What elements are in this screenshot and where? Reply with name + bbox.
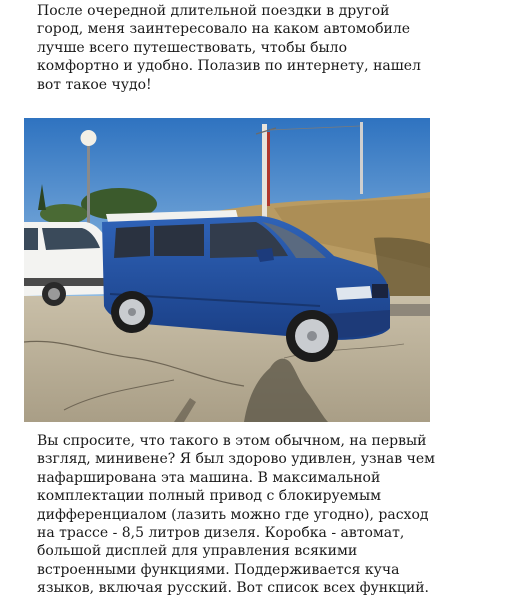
body-line: Вы спросите, что такого в этом обычном, на первый [37, 433, 427, 449]
photo-illustration [24, 118, 430, 422]
intro-line: лучше всего путешествовать, чтобы было [37, 39, 347, 56]
body-line: комплектации полный привод с блокируемым [37, 488, 381, 505]
intro-line: город, меня заинтересовало на каком автомобиле [37, 21, 411, 38]
body-line: на трассе - 8,5 литров дизеля. Коробка - автомат, [37, 525, 405, 542]
body-line: большой дисплей для управления всякими [37, 543, 358, 560]
body-line: взгляд, минивене? Я был здорово удивлен, узнав чем [37, 451, 436, 468]
body-line: дифференциалом (лазить можно где угодно), расход [37, 506, 429, 523]
intro-paragraph [37, 2, 421, 94]
body-line: нафарширована эта машина. В максимальной [37, 469, 381, 486]
minivan-photo [24, 118, 430, 422]
body-line: встроенными функциями. Поддерживается куча [37, 561, 400, 578]
utility-pole [360, 122, 363, 194]
street-lamp-pole [87, 142, 90, 232]
white-van [24, 222, 108, 306]
intro-line: После очередной длительной поездки в другой [37, 3, 390, 19]
utility-pole [262, 124, 267, 222]
street-lamp-globe [81, 130, 97, 146]
intro-line: комфортно и удобно. Полазив по интернету, нашел [37, 58, 421, 75]
body-paragraph [37, 432, 436, 598]
body-line: языков, включая русский. Вот список всех функций. [37, 580, 429, 597]
front-wheel [286, 310, 338, 362]
rear-wheel [111, 291, 153, 333]
intro-line: вот такое чудо! [37, 76, 152, 93]
